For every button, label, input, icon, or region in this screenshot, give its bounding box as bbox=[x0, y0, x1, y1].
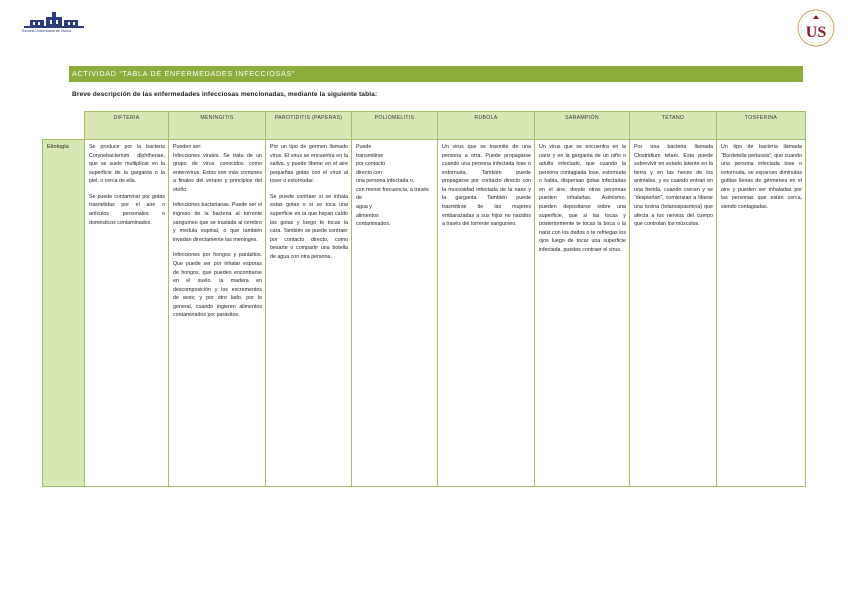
building-icon bbox=[22, 11, 86, 29]
cell-paragraph: Se puede contaminar por gotas trasmitidas por el aire o artículos personales o domésticos contaminados. bbox=[89, 193, 165, 226]
university-logo bbox=[796, 8, 836, 48]
cell-paragraph: Por un tipo de germen llamado virus. El virus se encuentra en la saliva, y puede liberar en el aire pequeñas gotas con el virus al toser o estornudar. bbox=[270, 144, 348, 185]
cell-paragraph: Se puede contraer si se inhala estas gotas o si se toca una superficie en la que hayan caído las gotas y luego te tocas la cara. También se puede contraer por contacto directo, como besarte o compartir una botella de agua con otra persona. bbox=[270, 193, 348, 260]
cell-paragraph: Un virus que se trasmite de una persona a otra. Puede propagarse cuando una persona infectada tose o estornuda. También puede propagarse por contacto directo con la mucosidad infectada de la nariz y la garganta. También puede trasmitirse de las mujeres embarazadas a sus hijos no nacidos a través del torrente sanguíneo. bbox=[442, 144, 531, 228]
table-row bbox=[43, 140, 806, 487]
column-header-sarampion: SARAMPIÓN bbox=[535, 112, 630, 140]
cell-poliomelitis bbox=[352, 140, 438, 487]
cell-difteria bbox=[85, 140, 169, 487]
table-description: Breve descripción de las enfermedades infecciosas mencionadas, mediante la siguiente tabla: bbox=[72, 91, 378, 98]
cell-paragraph: Pueden ser: Infecciones virales. Se trata de un grupo de virus conocidos como enterovirus. Estos son más comunes a finales del verano y principios del otoño. bbox=[173, 144, 262, 193]
school-logo-caption: Escuela Universitaria de Osuna bbox=[22, 29, 72, 33]
cell-parotiditis bbox=[266, 140, 352, 487]
cell-paragraph: Infecciones bacterianas. Puede ser el ingreso de la bacteria al torrente sanguíneo que se traslada al cerebro y medula espinal, o que también invadan directamente las meninges. bbox=[173, 202, 262, 243]
column-header-tosferina: TOSFERINA bbox=[717, 112, 806, 140]
svg-text:US: US bbox=[805, 24, 827, 41]
cell-rubola bbox=[438, 140, 535, 487]
cell-sarampion bbox=[535, 140, 630, 487]
column-header-parotiditis: PAROTIDITIS (PAPERAS) bbox=[266, 112, 352, 140]
cell-paragraph: Un virus que se encuentra en la nariz y en la garganta de un niño o adulto infectado, que cuando la persona contagiada tose, estornuda o habla, dispersan gotas infectadas en el aire, donde otras personas pueden inhalarlas. Asimismo, pueden depositarse sobre una superficie, que si las tocas y posteriormente te tocas la boca o la nariz con los dedos o te refriegas los ojos luego de tocar una superficie infectada, puedes contraer el virus. bbox=[539, 144, 626, 253]
cell-tetano bbox=[630, 140, 717, 487]
school-logo bbox=[22, 11, 86, 37]
column-header-poliomelitis: POLIOMELITIS bbox=[352, 112, 438, 140]
cell-meningitis bbox=[169, 140, 266, 487]
corner-cell bbox=[43, 112, 85, 140]
university-seal-icon bbox=[796, 8, 836, 48]
cell-paragraph: Se produce por la bacteria Corynebacterium diphtheriae, que se suele multiplicar en la superficie de la garganta o la piel, o cerca de ella. bbox=[89, 144, 165, 185]
table-header-row bbox=[43, 112, 806, 140]
cell-paragraph: Por una bacteria llamada Clostridium tetani. Esta puede sobrevivir en estado latente en la tierra y en las heces de los animales, y es cuando entran en una herida, cuando crecen y se “despiertan”, comienzan a liberar una toxina (tetanospasmina) que afecta a los nervios del cuerpo que controlan los músculos. bbox=[634, 144, 713, 228]
column-header-tetano: TÉTANO bbox=[630, 112, 717, 140]
cell-tosferina bbox=[717, 140, 806, 487]
column-header-difteria: DIFTERIA bbox=[85, 112, 169, 140]
cell-paragraph: Un tipo de bacteria llamada “Bordetella pertussis”, que cuando una persona infectada tose o estornuda, se esparcen diminutas gotitas llenas de gérmenes en el aire y pueden ser inhaladas por las personas que están cerca, siendo contagiadas. bbox=[721, 144, 802, 211]
column-header-meningitis: MENINGITIS bbox=[169, 112, 266, 140]
column-header-rubola: RUBOLA bbox=[438, 112, 535, 140]
row-header-etiologia: Etiología bbox=[43, 140, 85, 487]
cell-paragraph: Puede transmitirse por contacto directo con una persona infectada o, con menor frecuencia, a través de agua y alimentos contaminados. bbox=[356, 144, 429, 228]
cell-paragraph: Infecciones por hongos y parásitos. Que puede ser por inhalar esporas de hongos, que pueden encontrarse en el suelo, la madera en descomposición y los excrementos de aves; y por otro lado, por lo general, cuando ingieren alimentos contaminados por parásitos. bbox=[173, 252, 262, 319]
activity-title-banner: ACTIVIDAD “TABLA DE ENFERMEDADES INFECCIOSAS” bbox=[69, 66, 803, 82]
diseases-table bbox=[42, 111, 806, 487]
